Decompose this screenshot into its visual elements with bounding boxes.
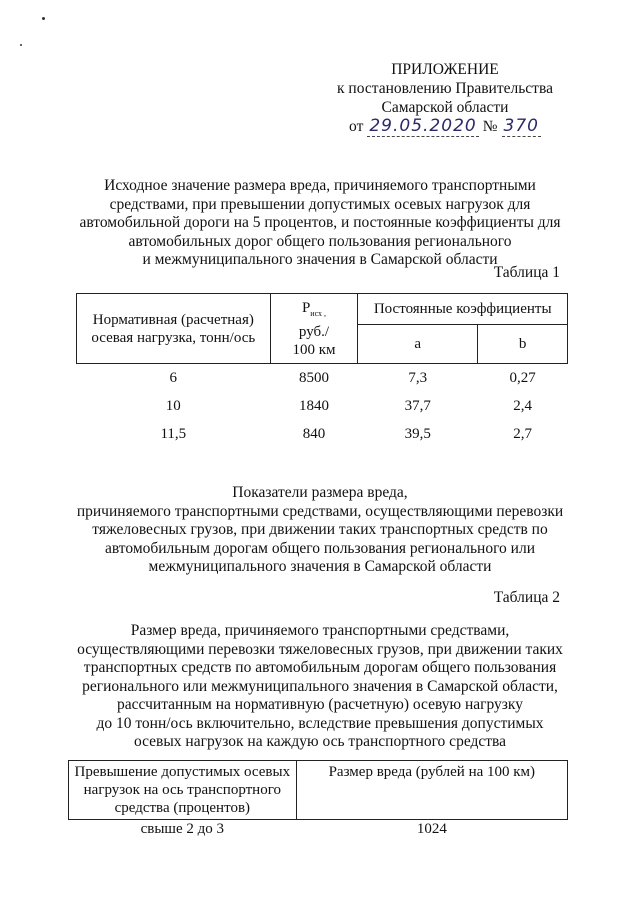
subheading-line: Размер вреда, причиняемого транспортными средствами, <box>130 622 510 639</box>
cell-p: 8500 <box>298 369 329 386</box>
table2-col-damage-header: Размер вреда (рублей на 100 км) <box>296 761 567 820</box>
subheading-line: осуществляющими перевозки тяжеловесных грузов, при движении таких <box>77 640 563 658</box>
table1-col-p-header <box>270 294 358 364</box>
appendix-line-2: Самарской области <box>381 99 509 116</box>
heading-line: тяжеловесных грузов, при движении таких транспортных средств по <box>92 521 548 538</box>
p-subscript: исх , <box>310 308 327 318</box>
table1-group-header: Постоянные коэффициенты <box>358 294 568 325</box>
table-row <box>77 420 568 448</box>
table-row <box>69 820 568 839</box>
table1-header-row <box>77 294 568 325</box>
cell-p: 1840 <box>298 397 329 414</box>
heading-line: причиняемого транспортными средствами, осуществляющими перевозки <box>76 502 564 520</box>
cell-b: 2,7 <box>513 425 532 442</box>
cell-p: 840 <box>302 425 326 442</box>
cell-damage: 1024 <box>416 821 447 837</box>
table1 <box>76 293 568 448</box>
heading-line: автомобильных дорог общего пользования регионального <box>128 232 512 250</box>
appendix-block <box>300 60 590 137</box>
scan-speck <box>20 44 22 46</box>
date-prefix: от <box>349 118 364 135</box>
table-row <box>77 364 568 393</box>
cell-load: 11,5 <box>160 425 187 442</box>
subheading-line: регионального или межмуниципального значения в Самарской области, <box>82 677 558 695</box>
cell-b: 0,27 <box>509 369 536 386</box>
date-value: 29.05.2020 <box>369 116 477 136</box>
heading-line: и межмуниципального значения в Самарской области <box>142 251 498 268</box>
subheading-line: транспортных средств по автомобильным дорогам общего пользования <box>83 659 557 676</box>
table1-label: Таблица 1 <box>493 264 560 281</box>
section2-heading <box>60 484 580 577</box>
subheading-line: рассчитанным на нормативную (расчетную) осевую нагрузку <box>117 696 523 713</box>
heading-line: межмуниципального значения в Самарской области <box>148 558 492 575</box>
heading-line: средствами, при превышении допустимых осевых нагрузок для <box>109 195 531 213</box>
number-sign: № <box>482 118 498 135</box>
number-value: 370 <box>503 116 539 136</box>
table1-col-a-header: a <box>358 325 478 364</box>
heading-line: Показатели размера вреда, <box>232 484 408 501</box>
p-unit-2: 100 км <box>292 341 336 358</box>
section1-heading <box>60 177 580 270</box>
heading-line: автомобильной дороги на 5 процентов, и постоянные коэффициенты для <box>79 214 561 231</box>
table2-header-row <box>69 761 568 820</box>
subheading-line: осевых нагрузок на каждую ось транспортного средства <box>133 733 507 750</box>
cell-a: 37,7 <box>404 397 431 414</box>
heading-line: автомобильным дорогам общего пользования регионального или <box>104 539 535 557</box>
cell-load: 6 <box>169 369 178 386</box>
cell-a: 7,3 <box>408 369 428 386</box>
table2-col-excess-header: Превышение допустимых осевых нагрузок на ось транспортного средства (процентов) <box>69 761 297 820</box>
cell-a: 39,5 <box>404 425 431 442</box>
cell-excess: свыше 2 до 3 <box>140 821 225 837</box>
section2-subheading <box>60 622 580 752</box>
heading-line: Исходное значение размера вреда, причиняемого транспортными <box>104 177 536 194</box>
cell-load: 10 <box>165 397 181 414</box>
table2 <box>68 760 568 838</box>
p-unit-1: руб./ <box>298 323 330 340</box>
appendix-title: ПРИЛОЖЕНИЕ <box>391 61 499 78</box>
appendix-line-1: к постановлению Правительства <box>337 80 553 97</box>
p-symbol: P <box>301 299 311 316</box>
table2-label: Таблица 2 <box>493 589 560 606</box>
table-row <box>77 392 568 420</box>
subheading-line: до 10 тонн/ось включительно, вследствие превышения допустимых <box>96 714 544 732</box>
table1-col-b-header: b <box>478 325 568 364</box>
scan-speck <box>42 17 45 20</box>
cell-b: 2,4 <box>513 397 532 414</box>
appendix-date-line <box>300 117 590 137</box>
table1-col-load-header: Нормативная (расчетная) осевая нагрузка, тонн/ось <box>77 294 271 364</box>
